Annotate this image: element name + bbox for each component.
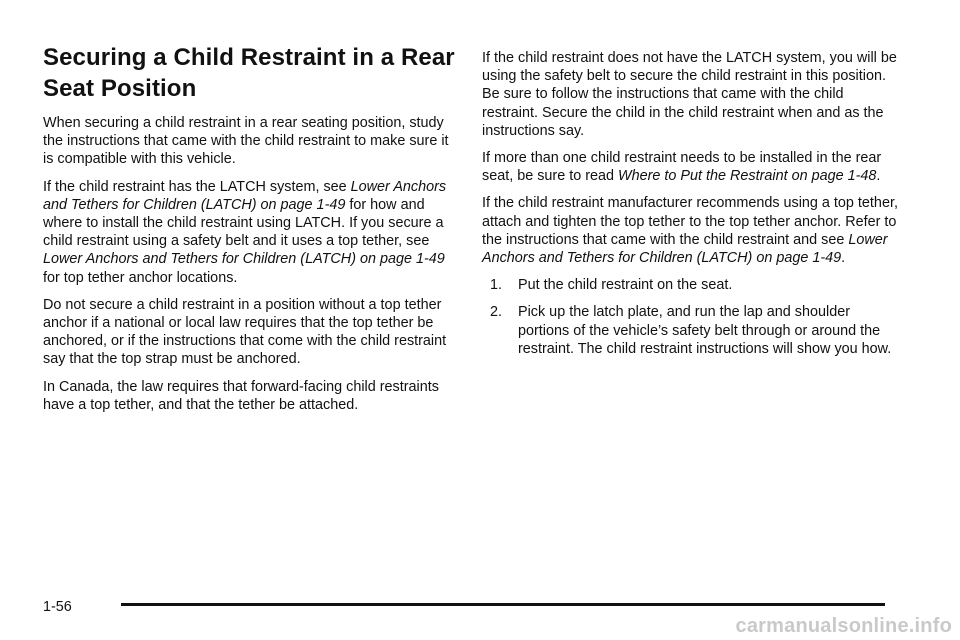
list-item <box>490 276 902 294</box>
right-column <box>482 49 902 367</box>
steps-list <box>482 276 902 358</box>
latch-reference-link-2[interactable]: Lower Anchors and Tethers for Children (LATCH) on page 1-49 <box>43 251 445 268</box>
latch-text-3: for top tether anchor locations. <box>43 269 238 286</box>
latch-text-2: for how and where to install the child restraint using LATCH. If you secure a child restraint using a safety belt and it uses a top tether, see <box>43 196 444 250</box>
canada-paragraph: In Canada, the law requires that forward-facing child restraints have a top tether, and that the tether be attached. <box>43 378 439 413</box>
multiple-text-2: . <box>876 168 881 185</box>
site-watermark: carmanualsonline.info <box>735 615 952 637</box>
latch-reference-link-1[interactable]: Lower Anchors and Tethers for Children (LATCH) on page 1-49 <box>43 178 447 213</box>
step-number: 1. <box>490 277 503 294</box>
step-text: Put the child restraint on the seat. <box>518 277 733 294</box>
latch-paragraph <box>43 178 461 287</box>
multiple-text-1: If more than one child restraint needs to be installed in the rear seat, be sure to read <box>482 150 882 185</box>
section-heading: Securing a Child Restraint in a Rear Seat Position <box>43 44 455 102</box>
multiple-restraints-paragraph <box>482 149 902 185</box>
step-text: Pick up the latch plate, and run the lap and shoulder portions of the vehicle’s safety belt through or around the restraint. The child restraint instructions will show you how. <box>518 304 892 357</box>
intro-paragraph: When securing a child restraint in a rear seating position, study the instructions that came with the child restraint to make sure it is compatible with this vehicle. <box>43 115 449 168</box>
top-tether-paragraph <box>482 194 902 267</box>
left-column <box>43 42 461 423</box>
no-latch-paragraph: If the child restraint does not have the LATCH system, you will be using the safety belt to secure the child restraint in this position. Be sure to follow the instructions that came with the child restraint. Secure the child in the child restraint when and as the instructions say. <box>482 50 897 139</box>
list-item <box>490 303 902 358</box>
top-tether-reference-link[interactable]: Lower Anchors and Tethers for Children (LATCH) on page 1-49 <box>482 231 888 267</box>
step-number: 2. <box>490 304 503 321</box>
footer-divider <box>121 603 885 606</box>
top-tether-text-2: . <box>841 250 846 267</box>
tether-law-paragraph: Do not secure a child restraint in a position without a top tether anchor if a national or local law requires that the top tether be anchored, or if the instructions that come with the child restraint say that the top strap must be anchored. <box>43 296 447 368</box>
where-to-put-reference-link[interactable]: Where to Put the Restraint on page 1-48 <box>618 168 877 185</box>
latch-text-1: If the child restraint has the LATCH system, see <box>43 178 351 195</box>
page-number: 1-56 <box>43 599 72 615</box>
top-tether-text-1: If the child restraint manufacturer recommends using a top tether, attach and tighten the top tether to the top tether anchor. Refer to the instructions that came with the child restraint and see <box>482 195 898 248</box>
